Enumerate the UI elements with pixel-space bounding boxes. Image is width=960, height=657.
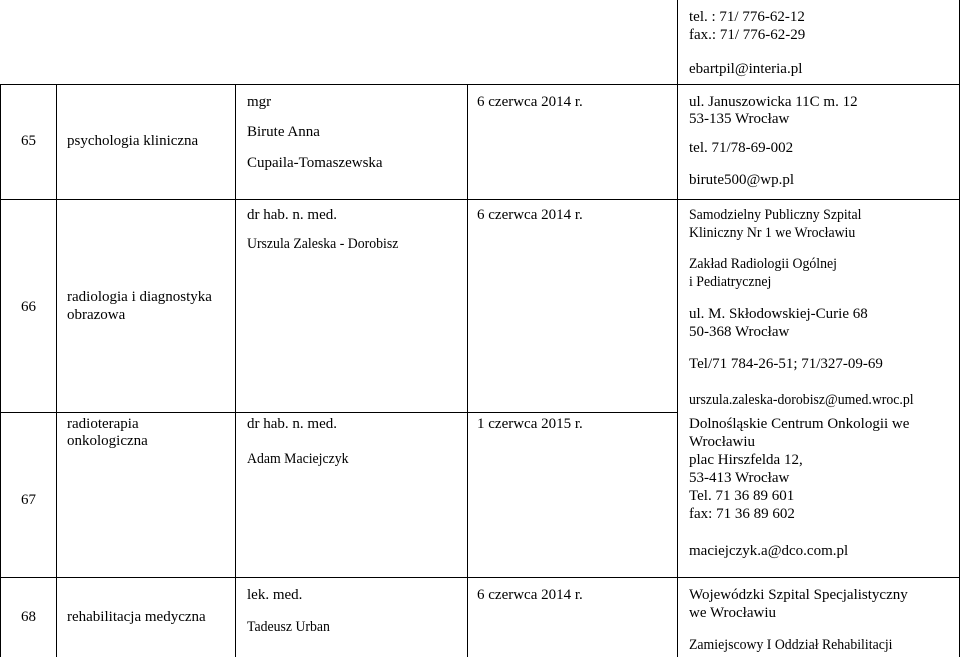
- row-66-address-tel: Tel/71 784-26-51; 71/327-09-69: [689, 356, 883, 372]
- row-67-address-fax: fax: 71 36 89 602: [689, 506, 795, 522]
- row-66-address-hospital2: Kliniczny Nr 1 we Wrocławiu: [689, 225, 856, 241]
- row-67-address-city: 53-413 Wrocław: [689, 470, 790, 486]
- row-68-address-hospital1: Wojewódzki Szpital Specjalistyczny: [689, 587, 908, 603]
- row-67-date: 1 czerwca 2015 r.: [477, 416, 583, 432]
- column-border-nr: [56, 84, 57, 657]
- row-68-person-title: lek. med.: [247, 587, 303, 603]
- row-67-field-line2: onkologiczna: [67, 433, 148, 449]
- row-border-top-65: [0, 84, 960, 85]
- row-67-address-hospital1: Dolnośląskie Centrum Onkologii we: [689, 416, 910, 432]
- row-68-address-dept: Zamiejscowy I Oddział Rehabilitacji: [689, 637, 893, 653]
- row-66-nr: 66: [21, 299, 36, 315]
- row-67-person-title: dr hab. n. med.: [247, 416, 337, 432]
- row-66-address-dept1: Zakład Radiologii Ogólnej: [689, 256, 837, 272]
- row-66-person-title: dr hab. n. med.: [247, 207, 337, 223]
- row-68-address-hospital2: we Wrocławiu: [689, 605, 777, 621]
- row-border-67-68: [0, 577, 960, 578]
- row-67-address-hospital2: Wrocławiu: [689, 434, 756, 450]
- row-65-address-city: 53-135 Wrocław: [689, 111, 790, 127]
- row-66-address-city: 50-368 Wrocław: [689, 324, 790, 340]
- column-border-date: [677, 0, 678, 657]
- row-66-field-line1: radiologia i diagnostyka: [67, 289, 212, 305]
- row-66-address-hospital1: Samodzielny Publiczny Szpital: [689, 207, 862, 223]
- row-68-date: 6 czerwca 2014 r.: [477, 587, 583, 603]
- row-65-address-tel: tel. 71/78-69-002: [689, 140, 794, 156]
- row-67-address-email: maciejczyk.a@dco.com.pl: [689, 543, 849, 559]
- row-68-nr: 68: [21, 609, 36, 625]
- row-67-address-tel: Tel. 71 36 89 601: [689, 488, 795, 504]
- row-66-address-dept2: i Pediatrycznej: [689, 274, 772, 290]
- row-66-person-name: Urszula Zaleska - Dorobisz: [247, 236, 399, 252]
- top-email: ebartpil@interia.pl: [689, 61, 803, 77]
- row-65-address-email: birute500@wp.pl: [689, 172, 795, 188]
- row-65-address-street: ul. Januszowicka 11C m. 12: [689, 94, 858, 110]
- row-67-field-line1: radioterapia: [67, 416, 139, 432]
- column-border-left: [0, 84, 1, 657]
- row-67-person-name: Adam Maciejczyk: [247, 451, 349, 467]
- row-66-address-street: ul. M. Skłodowskiej-Curie 68: [689, 306, 868, 322]
- row-68-person-name: Tadeusz Urban: [247, 619, 330, 635]
- row-border-66-67: [0, 412, 677, 413]
- row-66-address-email: urszula.zaleska-dorobisz@umed.wroc.pl: [689, 392, 914, 408]
- row-68-field: rehabilitacja medyczna: [67, 609, 206, 625]
- row-65-person-title: mgr: [247, 94, 272, 110]
- column-border-field: [235, 84, 236, 657]
- row-65-person-name2: Cupaila-Tomaszewska: [247, 155, 383, 171]
- column-border-person: [467, 84, 468, 657]
- row-67-address-street: plac Hirszfelda 12,: [689, 452, 803, 468]
- row-66-field-line2: obrazowa: [67, 307, 126, 323]
- row-65-field: psychologia kliniczna: [67, 133, 199, 149]
- top-fax: fax.: 71/ 776-62-29: [689, 27, 806, 43]
- row-border-65-66: [0, 199, 960, 200]
- row-65-person-name1: Birute Anna: [247, 124, 320, 140]
- row-66-date: 6 czerwca 2014 r.: [477, 207, 583, 223]
- row-65-date: 6 czerwca 2014 r.: [477, 94, 583, 110]
- row-65-nr: 65: [21, 133, 36, 149]
- top-tel: tel. : 71/ 776-62-12: [689, 9, 805, 25]
- row-67-nr: 67: [21, 492, 36, 508]
